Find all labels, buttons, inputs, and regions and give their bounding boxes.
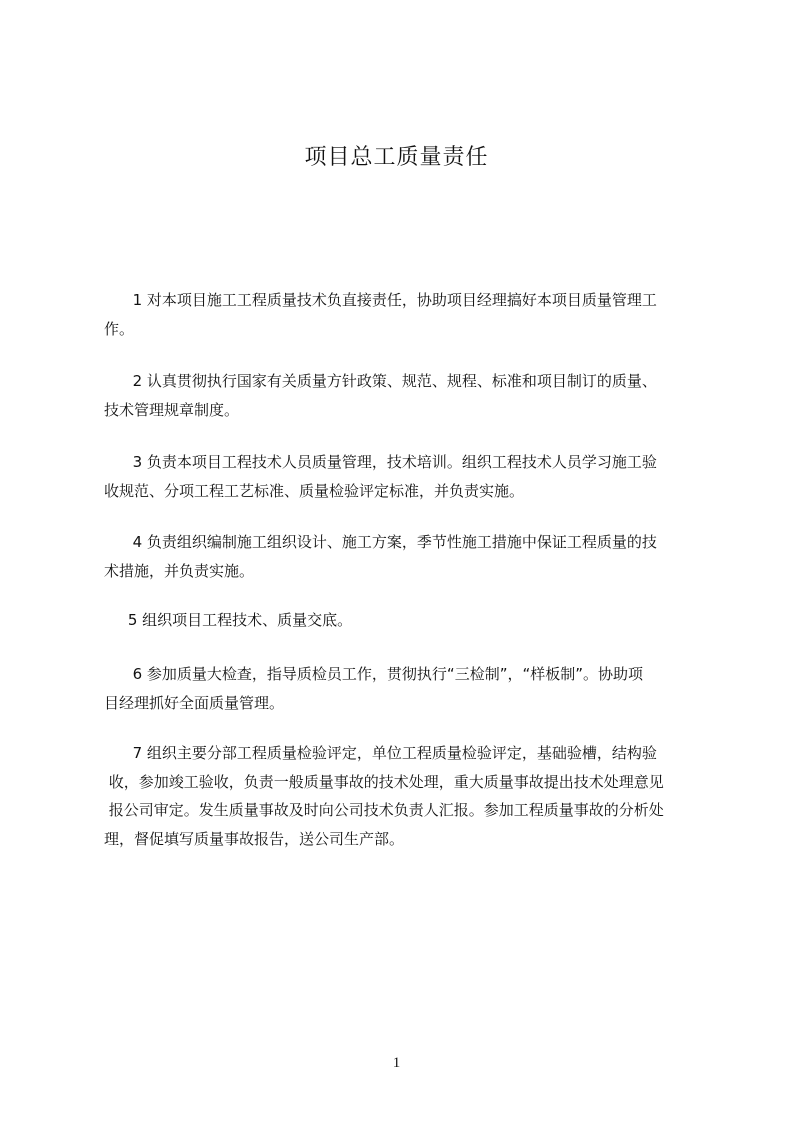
document-title: 项目总工质量责任: [304, 145, 489, 170]
paragraph-4: [104, 528, 704, 585]
paragraph-2: [104, 367, 704, 424]
paragraph-line: 术措施，并负责实施。: [104, 561, 255, 580]
paragraph-7: [104, 739, 704, 853]
paragraph-line: 6 参加质量大检查，指导质检员工作，贯彻执行“三检制”，“样板制”。协助项: [104, 665, 644, 683]
paragraph-line: 7 组织主要分部工程质量检验评定，单位工程质量检验评定，基础验槽，结构验: [104, 744, 657, 762]
paragraph-6: [104, 660, 704, 717]
paragraph-line: 1 对本项目施工工程质量技术负直接责任，协助项目经理搞好本项目质量管理工: [104, 291, 657, 309]
paragraph-line: 报公司审定。发生质量事故及时向公司技术负责人汇报。参加工程质量事故的分析处: [104, 801, 664, 819]
paragraph-line: 3 负责本项目工程技术人员质量管理，技术培训。组织工程技术人员学习施工验: [104, 453, 657, 471]
paragraph-line: 收，参加竣工验收，负责一般质量事故的技术处理，重大质量事故提出技术处理意见: [104, 772, 664, 791]
paragraph-line: 4 负责组织编制施工组织设计、施工方案，季节性施工措施中保证工程质量的技: [104, 533, 657, 551]
paragraph-line: 2 认真贯彻执行国家有关质量方针政策、规范、规程、标准和项目制订的质量、: [104, 372, 657, 390]
paragraph-line: 理，督促填写质量事故报告，送公司生产部。: [104, 829, 405, 848]
paragraph-line: 收规范、分项工程工艺标准、质量检验评定标准，并负责实施。: [104, 481, 525, 500]
paragraph-3: [104, 448, 704, 505]
paragraph-1: [104, 286, 704, 343]
paragraph-5: [104, 606, 704, 635]
paragraph-line: 作。: [104, 319, 135, 338]
paragraph-line: 5 组织项目工程技术、质量交底。: [104, 611, 353, 629]
paragraph-line: 目经理抓好全面质量管理。: [104, 693, 285, 712]
page-number: 1: [392, 1055, 401, 1071]
paragraph-line: 技术管理规章制度。: [104, 400, 240, 419]
